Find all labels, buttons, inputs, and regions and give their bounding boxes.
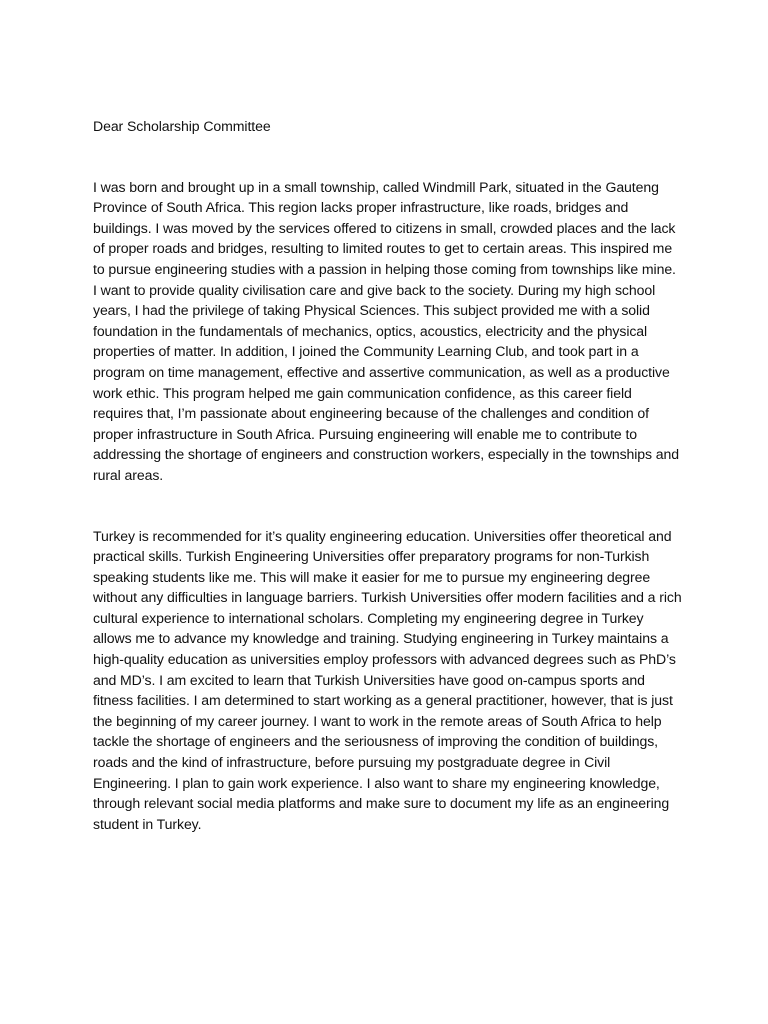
salutation: Dear Scholarship Committee [93,118,271,134]
paragraph-turkey: Turkey is recommended for it’s quality engineering education. Universities offer theoretical and practical skills. Turkish Engineering Universities offer preparatory programs for non-Turkish speaking students like me. This will make it easier for me to pursue my engineering degree without any difficulties in language barriers. Turkish Universities offer modern facilities and a rich cultural experience to international scholars. Completing my engineering degree in Turkey allows me to advance my knowledge and training. Studying engineering in Turkey maintains a high-quality education as universities employ professors with advanced degrees such as PhD’s and MD’s. I am excited to learn that Turkish Universities have good on-campus sports and fitness facilities. I am determined to start working as a general practitioner, however, that is just the beginning of my career journey. I want to work in the remote areas of South Africa to help tackle the shortage of engineers and the seriousness of improving the condition of buildings, roads and the kind of infrastructure, before pursuing my postgraduate degree in Civil Engineering. I plan to gain work experience. I also want to share my engineering knowledge, through relevant social media platforms and make sure to document my life as an engineering student in Turkey. [93,527,682,832]
letter-body [93,116,683,834]
paragraph-background: I was born and brought up in a small township, called Windmill Park, situated in the Gauteng Province of South Africa. This region lacks proper infrastructure, like roads, bridges and buildings. I was moved by the services offered to citizens in small, crowded places and the lack of proper roads and bridges, resulting to limited routes to get to certain areas. This inspired me to pursue engineering studies with a passion in helping those coming from townships like mine. I want to provide quality civilisation care and give back to the society. During my high school years, I had the privilege of taking Physical Sciences. This subject provided me with a solid foundation in the fundamentals of mechanics, optics, acoustics, electricity and the physical properties of matter. In addition, I joined the Community Learning Club, and took part in a program on time management, effective and assertive communication, as well as a productive work ethic. This program helped me gain communication confidence, as this career field requires that, I’m passionate about engineering because of the challenges and condition of proper infrastructure in South Africa. Pursuing engineering will enable me to contribute to addressing the shortage of engineers and construction workers, especially in the townships and rural areas. [93,178,680,483]
